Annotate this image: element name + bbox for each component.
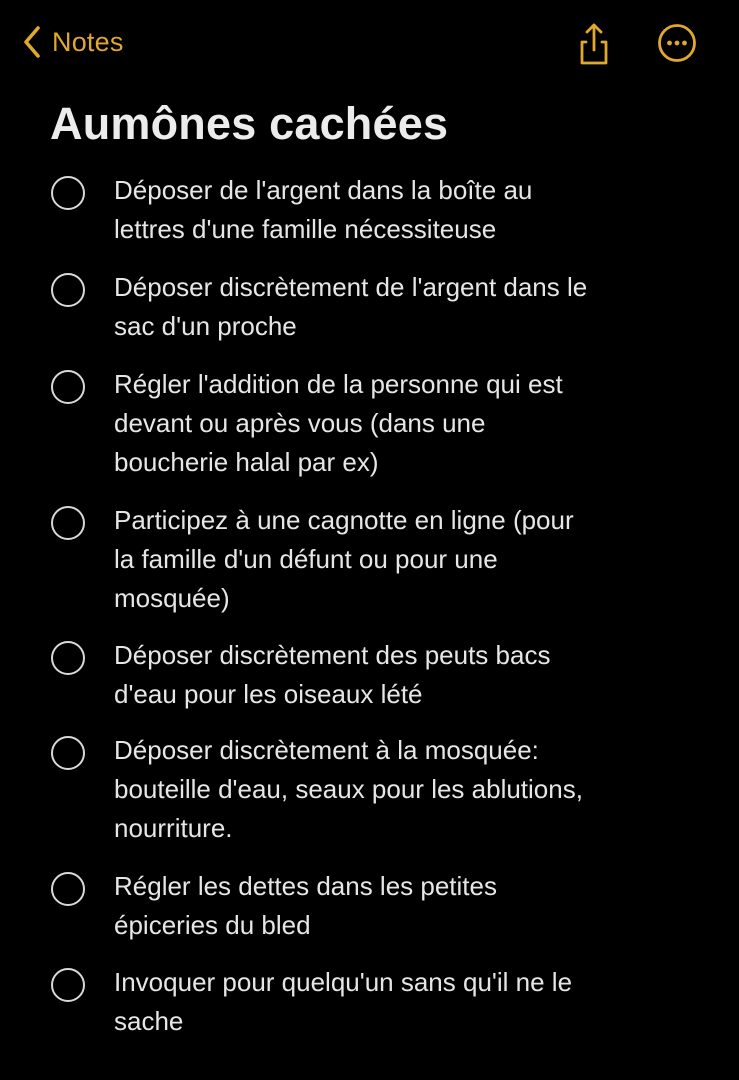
checklist-item-text[interactable]: Invoquer pour quelqu'un sans qu'il ne le sache: [114, 967, 573, 1036]
checkbox-circle-icon[interactable]: [51, 506, 85, 540]
checklist-item-text[interactable]: Régler l'addition de la personne qui est devant ou après vous (dans une boucherie halal par ex): [114, 369, 563, 477]
checklist-item-text[interactable]: Déposer discrètement à la mosquée: bouteille d'eau, seaux pour les ablutions, nourriture.: [114, 735, 583, 843]
note-title[interactable]: Aumônes cachées: [50, 98, 449, 149]
checkbox-circle-icon[interactable]: [51, 736, 85, 770]
share-icon: [574, 53, 614, 70]
checklist-item-text[interactable]: Déposer discrètement des peuts bacs d'eau pour les oiseaux lété: [114, 640, 551, 709]
checkbox-circle-icon[interactable]: [51, 273, 85, 307]
more-options-button[interactable]: [657, 23, 697, 63]
back-label: Notes: [52, 26, 124, 57]
navigation-bar: [0, 0, 739, 90]
checkbox-circle-icon[interactable]: [51, 641, 85, 675]
ellipsis-circle-icon: [657, 50, 697, 67]
checklist-item-text[interactable]: Déposer de l'argent dans la boîte au lettres d'une famille nécessiteuse: [114, 175, 533, 244]
checklist-item-text[interactable]: Régler les dettes dans les petites épiceries du bled: [114, 871, 497, 940]
share-button[interactable]: [574, 20, 614, 66]
checklist-item-text[interactable]: Déposer discrètement de l'argent dans le sac d'un proche: [114, 272, 588, 341]
checkbox-circle-icon[interactable]: [51, 370, 85, 404]
checklist-item-text[interactable]: Participez à une cagnotte en ligne (pour la famille d'un défunt ou pour une mosquée): [114, 505, 574, 613]
checkbox-circle-icon[interactable]: [51, 872, 85, 906]
back-button[interactable]: [22, 22, 124, 62]
checkbox-circle-icon[interactable]: [51, 176, 85, 210]
checkbox-circle-icon[interactable]: [51, 968, 85, 1002]
chevron-left-icon: [22, 24, 42, 60]
